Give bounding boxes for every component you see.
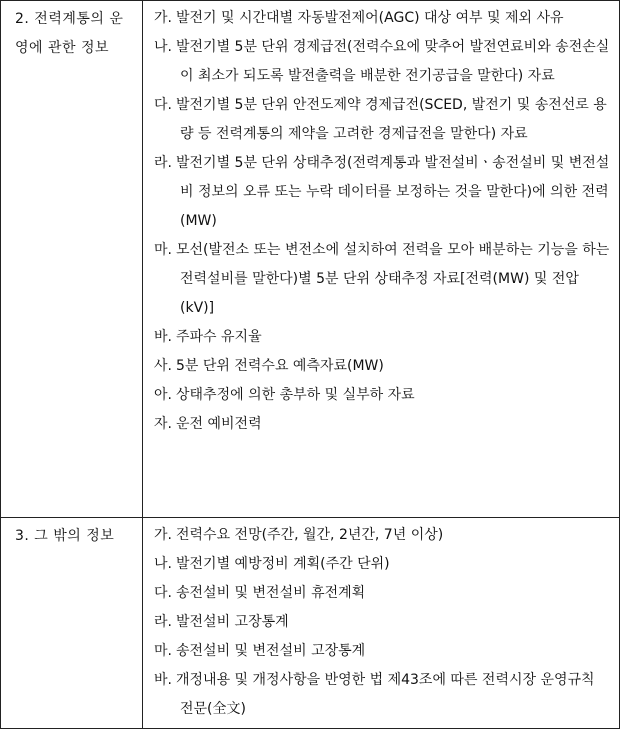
item-text: 발전설비 고장통계 [176,614,289,630]
item-marker: 가. [154,527,172,543]
item-text: 발전기별 5분 단위 경제급전(전력수요에 맞추어 발전연료비와 송전손실이 최소가 되도록 발전출력을 배분한 전기공급을 말한다) 자료 [176,39,610,84]
list-item [154,323,611,352]
item-marker: 아. [154,387,172,403]
item-text: 송전설비 및 변전설비 휴전계획 [176,585,366,601]
list-item [154,149,611,236]
list-item [154,521,611,550]
item-marker: 자. [154,416,172,432]
list-item [154,608,611,637]
item-marker: 다. [154,585,172,601]
list-item [154,33,611,91]
list-item [154,637,611,666]
list-item [154,550,611,579]
list-item [154,4,611,33]
item-text: 전력수요 전망(주간, 월간, 2년간, 7년 이상) [176,527,444,543]
item-text: 발전기 및 시간대별 자동발전제어(AGC) 대상 여부 및 제외 사유 [176,10,564,26]
item-text: 개정내용 및 개정사항을 반영한 법 제43조에 따른 전력시장 운영규칙 전문(全文) [176,672,595,717]
item-text: 모선(발전소 또는 변전소에 설치하여 전력을 모아 배분하는 기능을 하는 전력설비를 말한다)별 5분 단위 상태추정 자료[전력(MW) 및 전압(kV)] [176,242,610,316]
table-row [1,518,620,729]
list-item [154,410,611,439]
item-marker: 라. [154,155,172,171]
list-item [154,236,611,323]
list-item [154,91,611,149]
list-item [154,352,611,381]
item-marker: 나. [154,556,172,572]
item-text: 송전설비 및 변전설비 고장통계 [176,643,366,659]
row-content-cell [143,1,620,518]
item-marker: 마. [154,242,172,258]
row-content-cell [143,518,620,729]
row-heading-cell [1,518,143,729]
item-marker: 사. [154,358,172,374]
item-text: 발전기별 5분 단위 상태추정(전력계통과 발전설비ㆍ송전설비 및 변전설비 정보의 오류 또는 누락 데이터를 보정하는 것을 말한다)에 의한 전력(MW) [176,155,610,229]
item-text: 주파수 유지율 [176,329,262,345]
item-marker: 가. [154,10,172,26]
list-item [154,579,611,608]
item-text: 발전기별 예방정비 계획(주간 단위) [176,556,390,572]
item-marker: 바. [154,672,172,688]
item-marker: 바. [154,329,172,345]
list-item [154,381,611,410]
row-heading: 2. 전력계통의 운영에 관한 정보 [15,11,124,56]
item-text: 상태추정에 의한 총부하 및 실부하 자료 [176,387,415,403]
row-heading-cell [1,1,143,518]
item-text: 5분 단위 전력수요 예측자료(MW) [176,358,384,374]
item-marker: 나. [154,39,172,55]
table-row [1,1,620,518]
item-text: 발전기별 5분 단위 안전도제약 경제급전(SCED, 발전기 및 송전선로 용량 등 전력계통의 제약을 고려한 경제급전을 말한다) 자료 [176,97,607,142]
list-item [154,666,611,724]
item-marker: 라. [154,614,172,630]
item-marker: 다. [154,97,172,113]
item-marker: 마. [154,643,172,659]
row-heading: 3. 그 밖의 정보 [15,528,115,544]
item-text: 운전 예비전력 [176,416,262,432]
